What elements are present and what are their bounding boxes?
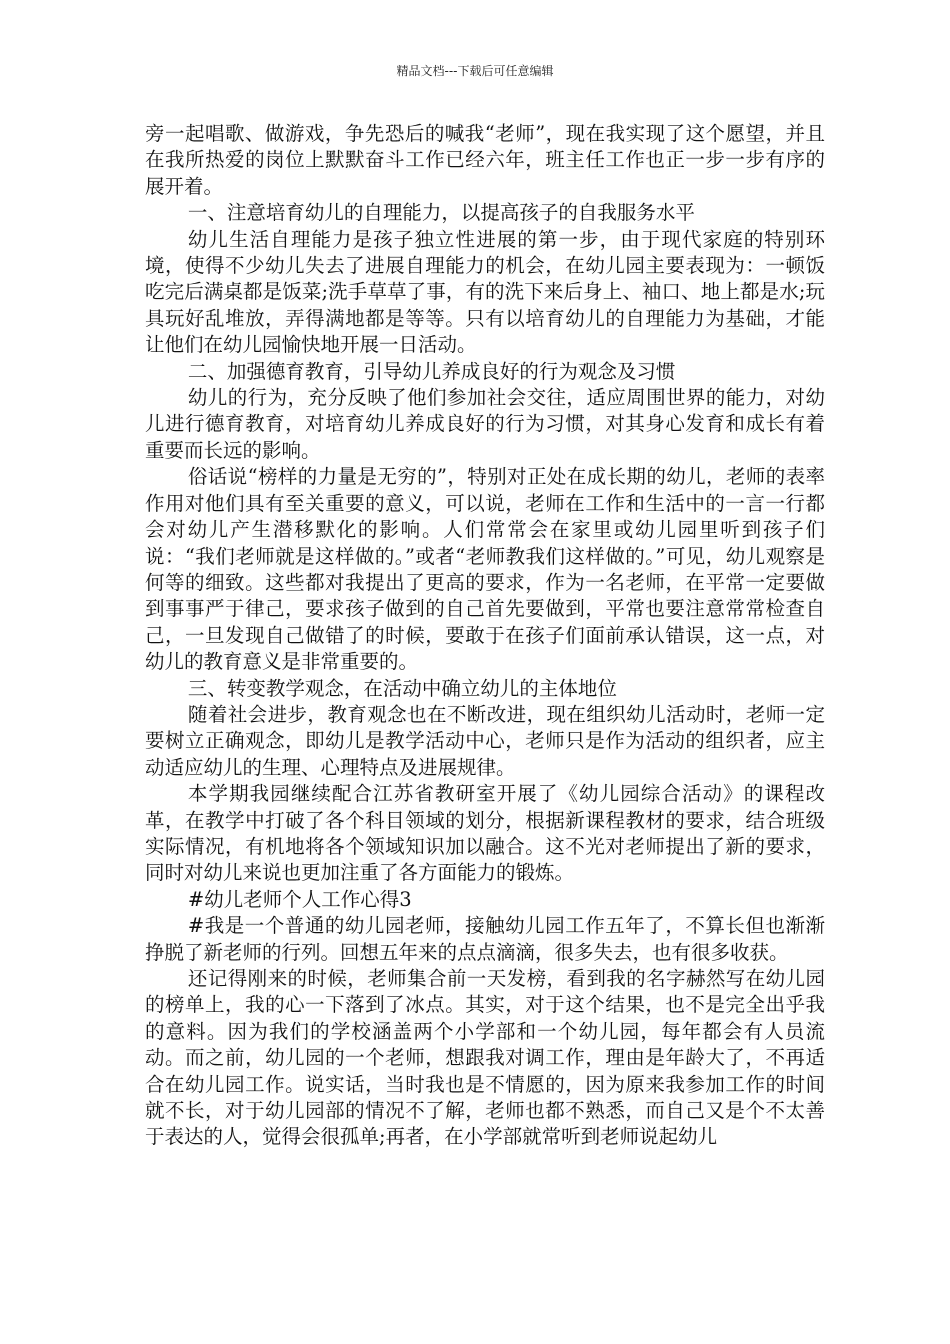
paragraph: 幼儿的行为，充分反映了他们参加社会交往，适应周围世界的能力，对幼儿进行德育教育，对培育幼儿养成良好的行为习惯，对其身心发育和成长有着重要而长远的影响。 [145, 386, 825, 462]
article-title: #幼儿老师个人工作心得3 [187, 887, 412, 911]
paragraph-intro-continuation: 旁一起唱歌、做游戏，争先恐后的喊我“老师”，现在我实现了这个愿望，并且在我所热爱的岗位上默默奋斗工作已经六年，班主任工作也正一步一步有序的展开着。 [145, 122, 825, 198]
page-header: 精品文档---下载后可任意编辑 [396, 64, 554, 78]
section-heading-3: 三、转变教学观念，在活动中确立幼儿的主体地位 [187, 676, 617, 700]
paragraph: #我是一个普通的幼儿园老师，接触幼儿园工作五年了，不算长但也渐渐挣脱了新老师的行列。回想五年来的点点滴滴，很多失去，也有很多收获。 [145, 914, 825, 964]
paragraph: 本学期我园继续配合江苏省教研室开展了《幼儿园综合活动》的课程改革，在教学中打破了各个科目领域的划分，根据新课程教材的要求，结合班级实际情况，有机地将各个领域知识加以融合。这不光对老师提出了新的要求，同时对幼儿来说也更加注重了各方面能力的锻炼。 [145, 782, 825, 885]
paragraph: 还记得刚来的时候，老师集合前一天发榜，看到我的名字赫然写在幼儿园的榜单上，我的心一下落到了冰点。其实，对于这个结果，也不是完全出乎我的意料。因为我们的学校涵盖两个小学部和一个幼儿园，每年都会有人员流动。而之前，幼儿园的一个老师，想跟我对调工作，理由是年龄大了，不再适合在幼儿园工作。说实话，当时我也是不情愿的，因为原来我参加工作的时间就不长，对于幼儿园部的情况不了解，老师也都不熟悉，而自己又是个不太善于表达的人，觉得会很孤单;再者，在小学部就常听到老师说起幼儿 [145, 967, 825, 1149]
paragraph: 俗话说“榜样的力量是无穷的”，特别对正处在成长期的幼儿，老师的表率作用对他们具有至关重要的意义，可以说，老师在工作和生活中的一言一行都会对幼儿产生潜移默化的影响。人们常常会在家里或幼儿园里听到孩子们说：“我们老师就是这样做的。”或者“老师教我们这样做的。”可见，幼儿观察是何等的细致。这些都对我提出了更高的要求，作为一名老师，在平常一定要做到事事严于律己，要求孩子做到的自己首先要做到，平常也要注意常常检查自己，一旦发现自己做错了的时候，要敢于在孩子们面前承认错误，这一点，对幼儿的教育意义是非常重要的。 [145, 465, 825, 674]
section-heading-1: 一、注意培育幼儿的自理能力，以提高孩子的自我服务水平 [187, 201, 695, 225]
section-heading-2: 二、加强德育教育，引导幼儿养成良好的行为观念及习惯 [187, 359, 676, 383]
document-body [145, 121, 825, 1151]
paragraph: 随着社会进步，教育观念也在不断改进，现在组织幼儿活动时，老师一定要树立正确观念，即幼儿是教学活动中心，老师只是作为活动的组织者，应主动适应幼儿的生理、心理特点及进展规律。 [145, 702, 825, 779]
paragraph: 幼儿生活自理能力是孩子独立性进展的第一步，由于现代家庭的特别环境，使得不少幼儿失去了进展自理能力的机会，在幼儿园主要表现为：一顿饭吃完后满桌都是饭菜;洗手草草了事，有的洗下来后身上、袖口、地上都是水;玩具玩好乱堆放，弄得满地都是等等。只有以培育幼儿的自理能力为基础，才能让他们在幼儿园愉快地开展一日活动。 [145, 227, 825, 357]
